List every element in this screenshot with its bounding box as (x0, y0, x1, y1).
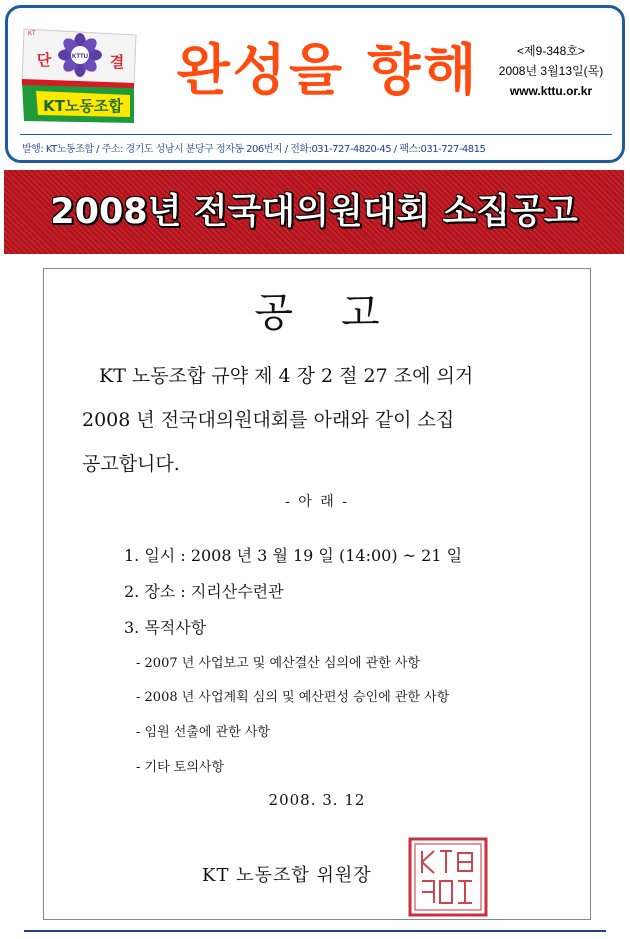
notice-body-line: 2008 년 전국대의원대회를 아래와 같이 소집 (82, 409, 455, 431)
notice-item: 3. 목적사항 (124, 618, 207, 637)
notice-title: 공고 (254, 290, 428, 336)
flag-graphic (18, 25, 140, 125)
signature-line: KT 노동조합 위원장 (202, 865, 372, 886)
notice-sub-item: - 2007 년 사업보고 및 예산결산 심의에 관한 사항 (136, 656, 421, 671)
notice-date: 2008. 3. 12 (268, 791, 366, 809)
section-mark: - 아 래 - (285, 494, 349, 510)
notice-document (43, 268, 591, 920)
website-link[interactable]: www.kttu.or.kr (509, 84, 593, 98)
flag-tiny-label: KT (28, 31, 36, 37)
issue-info (486, 41, 616, 101)
flag-right-char: 결 (109, 53, 125, 71)
official-seal (406, 835, 490, 919)
notice-sub-item: - 임원 선출에 관한 사항 (136, 725, 270, 740)
union-flag-logo (18, 25, 140, 125)
notice-body-line: KT 노동조합 규약 제 4 장 2 절 27 조에 의거 (99, 365, 474, 387)
flag-emblem-text: KTTU (72, 54, 88, 60)
issue-date: 2008년 3월13일(목) (498, 64, 604, 78)
flag-left-char: 단 (36, 51, 52, 69)
issue-number: <제9-348호> (517, 44, 585, 58)
newsletter-header (5, 5, 625, 163)
publisher-info: 발행: KT노동조합 / 주소: 경기도 성남시 분당구 정자동 206번지 / 전화:031-727-4820-45 / 팩스:031-727-4815 (22, 144, 486, 155)
notice-item: 1. 일시 : 2008 년 3 월 19 일 (14:00) ~ 21 일 (124, 546, 463, 565)
notice-body-line: 공고합니다. (82, 453, 180, 475)
notice-item: 2. 장소 : 지리산수련관 (124, 582, 284, 601)
notice-sub-item: - 기타 토의사항 (136, 760, 225, 775)
seal-graphic (406, 835, 490, 919)
flag-bottom-text: KT노동조합 (43, 97, 123, 115)
header-divider (20, 134, 612, 135)
notice-sub-item: - 2008 년 사업계획 심의 및 예산편성 승인에 관한 사항 (136, 690, 450, 705)
bottom-rule (24, 930, 606, 932)
title-banner (4, 170, 624, 254)
masthead-title: 완성을 향해 (176, 38, 480, 102)
banner-title: 2008년 전국대의원대회 소집공고 (50, 192, 578, 232)
